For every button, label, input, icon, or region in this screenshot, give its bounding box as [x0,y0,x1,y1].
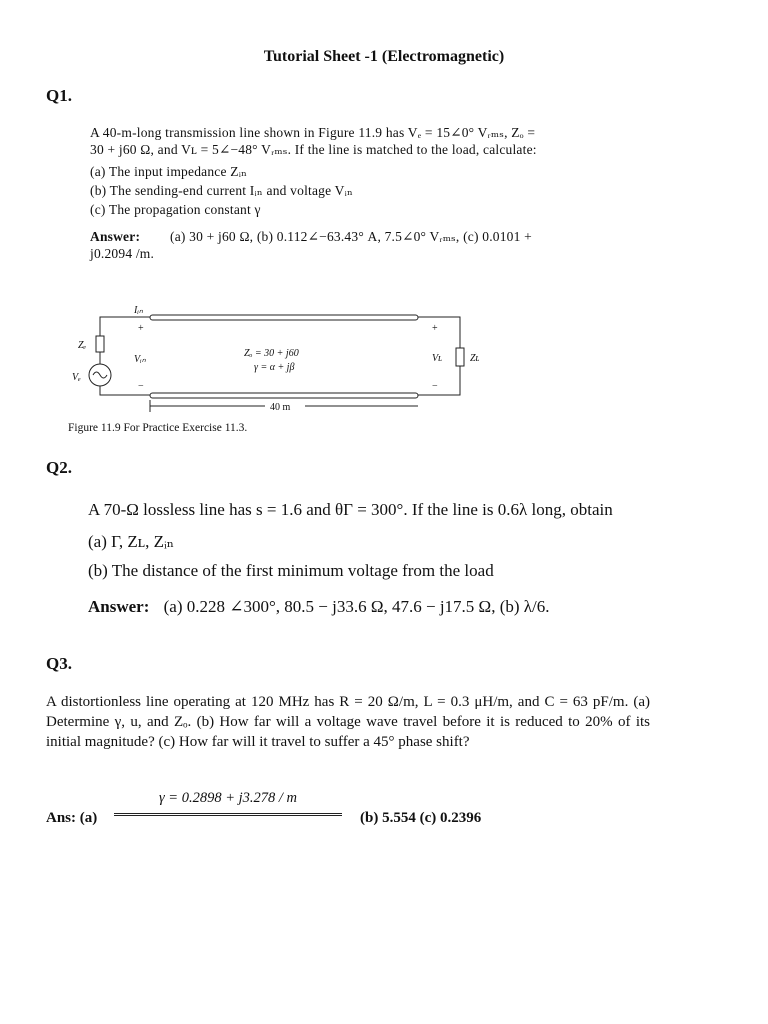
question-3-answer-formula: γ = 0.2898 + j3.278 / m [114,790,342,816]
plus-right: + [432,323,438,334]
question-1-answer-label: Answer: [90,229,141,244]
vg-label: Vₑ [72,372,81,383]
question-1-item-c: (c) The propagation constant γ [90,202,261,217]
zg-label: Zₑ [78,340,87,351]
question-1-answer [90,228,670,245]
question-1-stem-line-2: 30 + j60 Ω, and Vʟ = 5∠−48° Vᵣₘₛ. If the line is matched to the load, calculate: [90,142,537,157]
question-1-body [90,124,670,262]
question-2-item-b: (b) The distance of the first minimum voltage from the load [88,561,494,580]
question-3-answer-label: Ans: (a) [46,810,98,826]
transmission-line-figure [60,300,480,420]
question-3-label: Q3. [46,654,72,673]
figure-caption: Figure 11.9 For Practice Exercise 11.3. [68,422,248,434]
question-3-answer-rest: (b) 5.554 (c) 0.2396 [360,810,482,826]
zl-label: Zʟ [470,353,480,364]
question-2-stem: A 70-Ω lossless line has s = 1.6 and θΓ = 300°. If the line is 0.6λ long, obtain [88,500,613,519]
question-2-body [88,500,688,617]
plus-left: + [138,323,144,334]
load-impedance [456,348,464,366]
question-3-answer [46,790,666,840]
gamma-equation: γ = α + jβ [254,362,295,373]
page-title: Tutorial Sheet -1 (Electromagnetic) [263,48,505,65]
length-label: 40 m [270,402,291,413]
question-1-item-b: (b) The sending-end current Iᵢₙ and voltage Vᵢₙ [90,183,354,198]
question-2-answer-text: (a) 0.228 ∠300°, 80.5 − j33.6 Ω, 47.6 − j17.5 Ω, (b) λ/6. [163,597,550,616]
minus-right: − [432,381,438,392]
question-2-answer [88,597,688,617]
question-2-item-a: (a) Γ, Zʟ, Zᵢₙ [88,532,175,551]
vl-label: Vʟ [432,353,443,364]
top-conductor [150,315,418,320]
minus-left: − [138,381,144,392]
question-1-label: Q1. [46,86,72,105]
question-3-text: A distortionless line operating at 120 MHz has R = 20 Ω/m, L = 0.3 μH/m, and C = 63 pF/m. (a) Determine γ, u, and Zₒ. (b) How far will a voltage wave travel before it is reduced to 20% of its initial magnitude? (c) How far will it travel to suffer a 45° phase shift? [46,694,650,750]
question-2-label: Q2. [46,458,72,477]
question-1-answer-line-1: (a) 30 + j60 Ω, (b) 0.112∠−63.43° A, 7.5∠0° Vᵣₘₛ, (c) 0.0101 + [170,229,532,244]
sine-icon [93,372,107,378]
vin-label: Vᵢₙ [134,354,146,365]
current-in-label: Iᵢₙ [134,305,143,316]
bottom-conductor [150,393,418,398]
question-2-answer-label: Answer: [88,597,150,616]
zo-equation: Zₒ = 30 + j60 [244,348,299,359]
question-1-answer-line-2: j0.2094 /m. [90,246,155,261]
source-impedance [96,336,104,352]
question-1-stem-line-1: A 40-m-long transmission line shown in Figure 11.9 has Vₑ = 15∠0° Vᵣₘₛ, Zₒ = [90,125,536,140]
question-1-item-a: (a) The input impedance Zᵢₙ [90,164,248,179]
